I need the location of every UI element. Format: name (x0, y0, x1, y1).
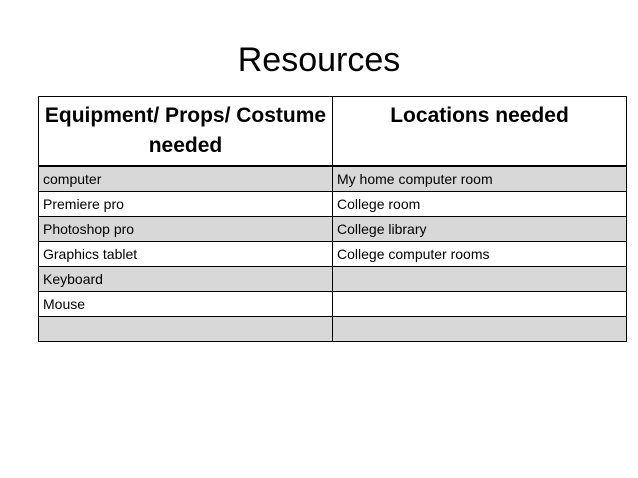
cell-equipment: Premiere pro (39, 192, 333, 217)
table-row (39, 267, 627, 292)
header-locations: Locations needed (333, 97, 627, 167)
cell-equipment: Keyboard (39, 267, 333, 292)
table-row (39, 192, 627, 217)
cell-equipment: Photoshop pro (39, 217, 333, 242)
resources-table (38, 96, 627, 342)
cell-equipment: computer (39, 166, 333, 192)
cell-location (333, 292, 627, 317)
table-row (39, 292, 627, 317)
cell-location (333, 267, 627, 292)
cell-equipment: Graphics tablet (39, 242, 333, 267)
table-row (39, 317, 627, 342)
cell-location: College computer rooms (333, 242, 627, 267)
cell-location: My home computer room (333, 166, 627, 192)
cell-location: College room (333, 192, 627, 217)
cell-location: College library (333, 217, 627, 242)
cell-equipment (39, 317, 333, 342)
table-row (39, 242, 627, 267)
table-header-row (39, 97, 627, 167)
slide-title: Resources (237, 41, 401, 79)
table-row (39, 217, 627, 242)
cell-equipment: Mouse (39, 292, 333, 317)
table-row (39, 166, 627, 192)
cell-location (333, 317, 627, 342)
header-equipment: Equipment/ Props/ Costume needed (39, 97, 333, 167)
